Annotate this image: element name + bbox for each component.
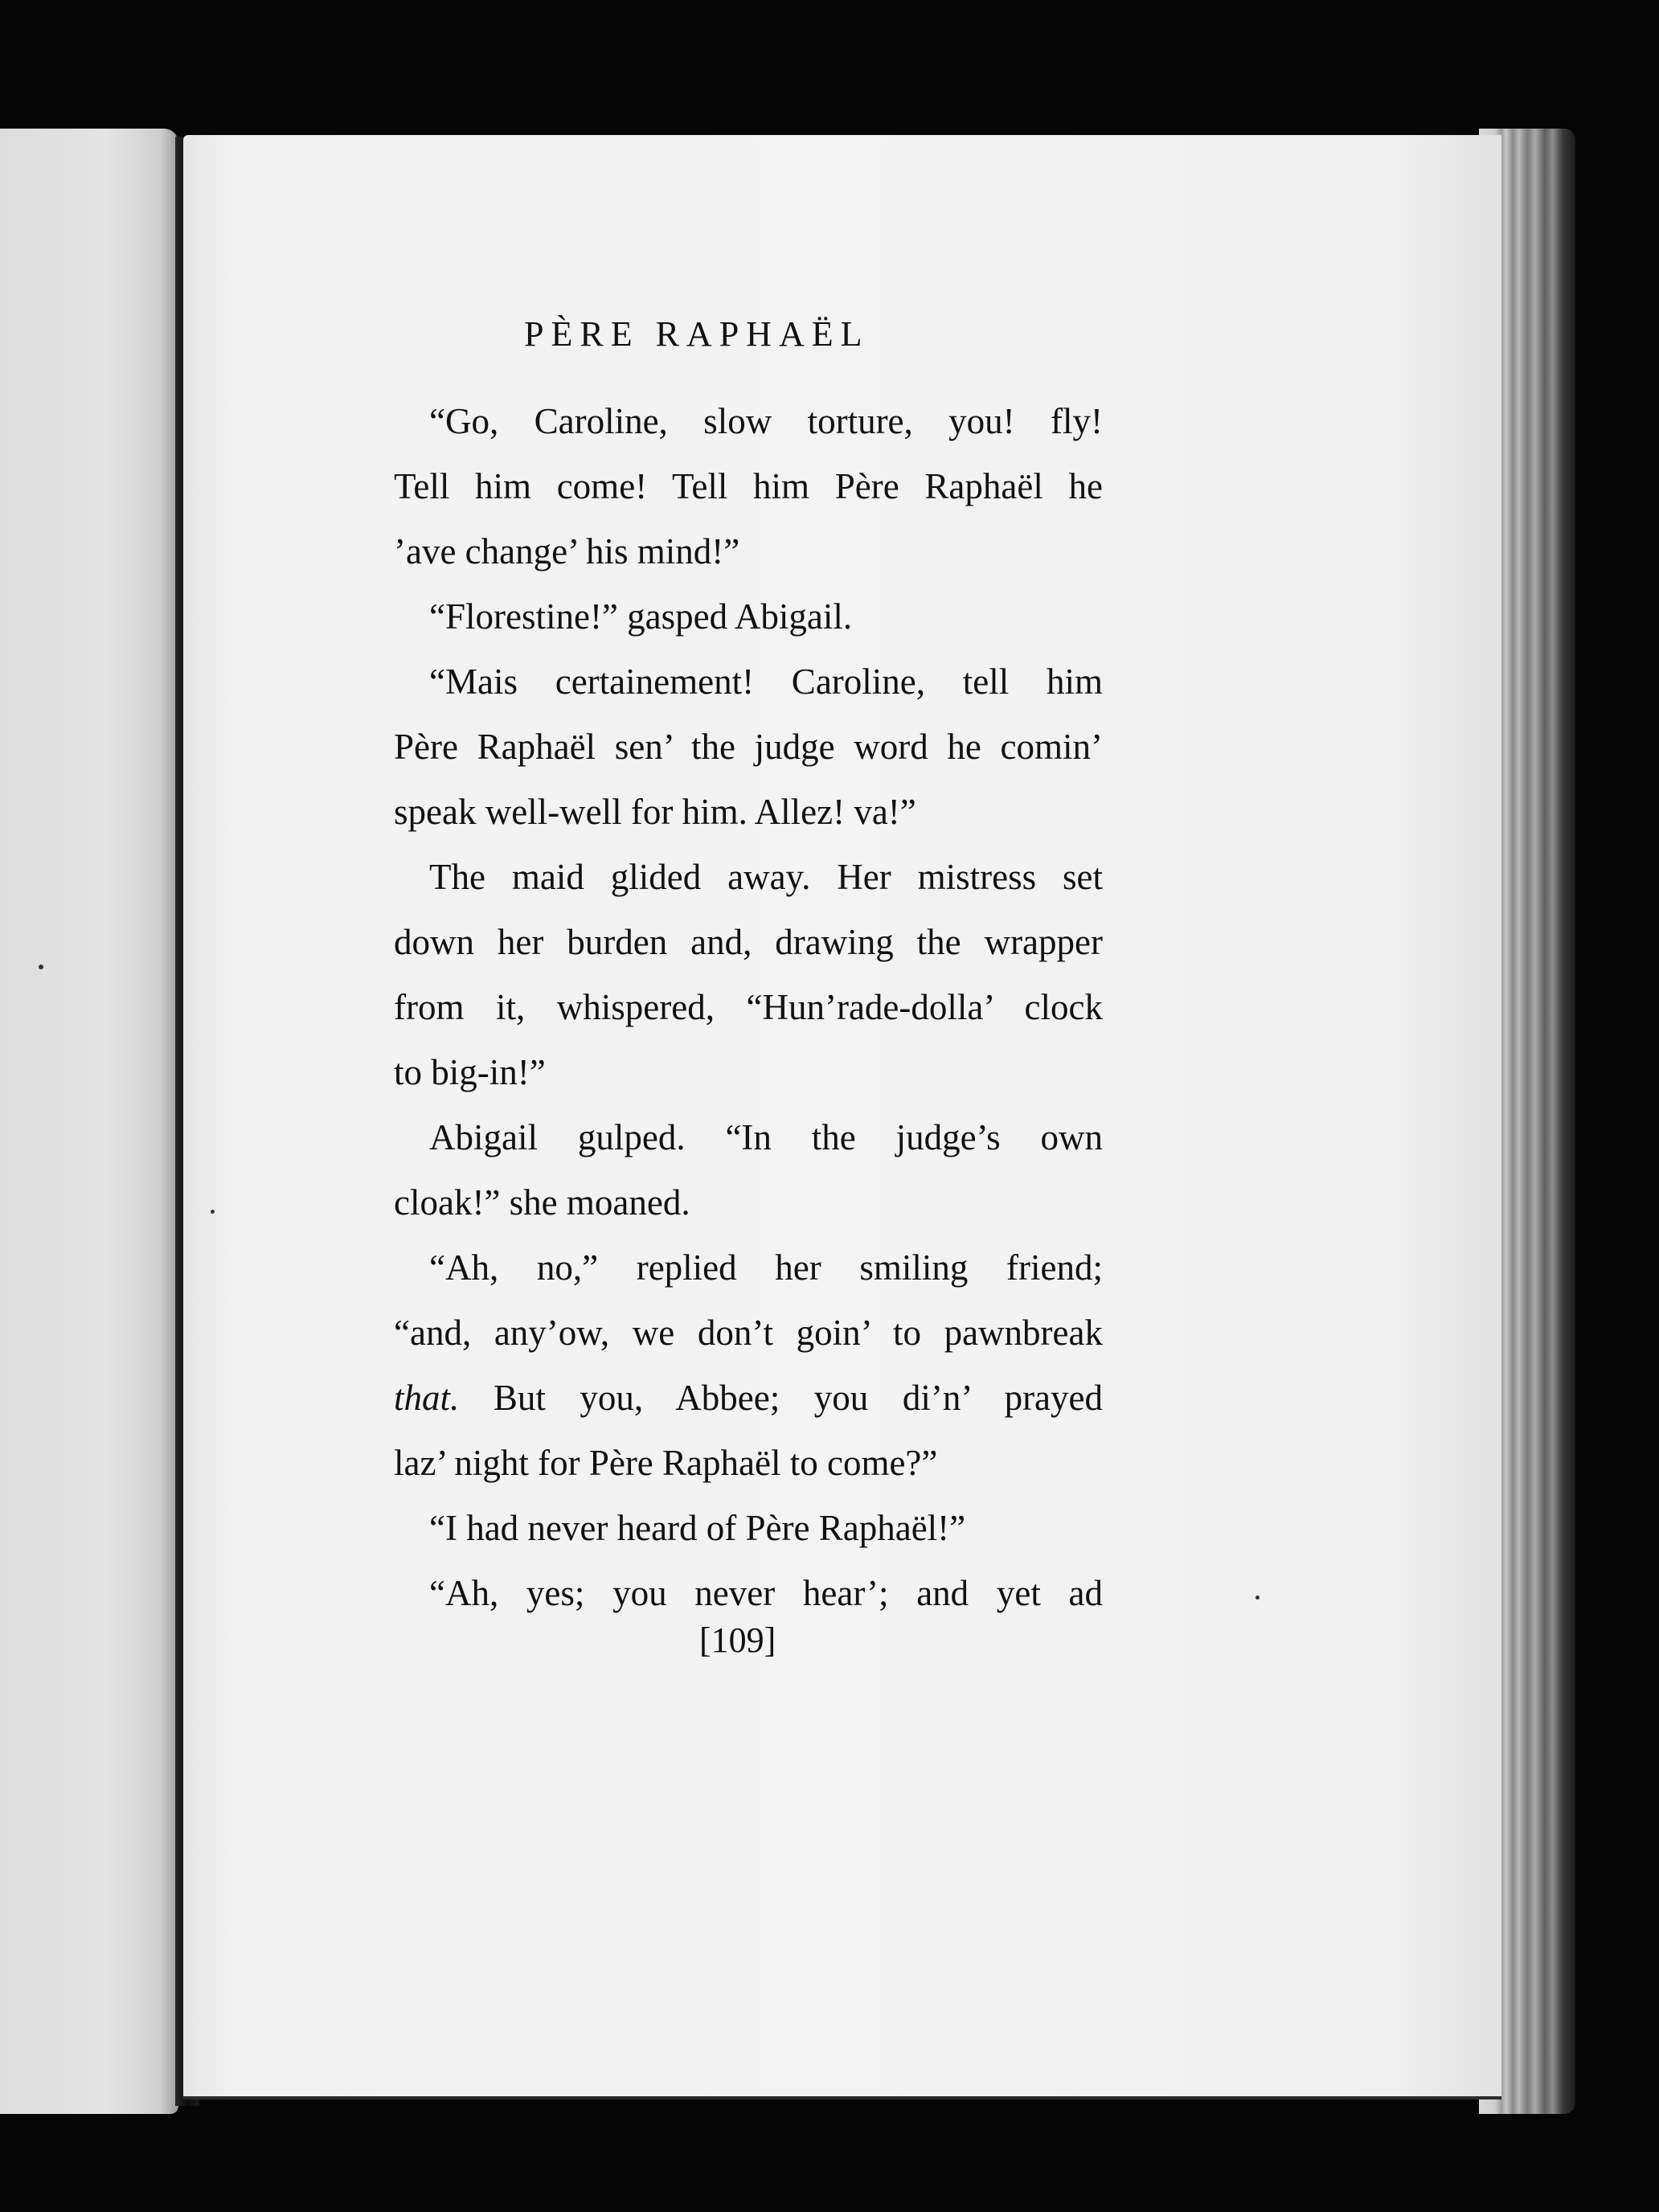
text-line: laz’ night for Père Raphaël to come?”	[394, 1443, 938, 1483]
paragraph	[394, 389, 1103, 584]
text-line: “Ah, no,” replied her smiling friend;	[429, 1247, 1103, 1288]
text-line: “I had never heard of Père Raphaël!”	[429, 1508, 966, 1548]
text-line: ’ave change’ his mind!”	[394, 531, 740, 571]
text-line: Abigail gulped. “In the judge’s own	[429, 1117, 1103, 1157]
page-number: [109]	[699, 1620, 776, 1660]
text-run: But you, Abbee; you di’n’ prayed	[459, 1378, 1103, 1418]
italic-word: that.	[394, 1378, 460, 1418]
running-head: PÈRE RAPHAËL	[524, 314, 870, 354]
paragraph	[394, 1496, 1103, 1561]
text-line: Tell him come! Tell him Père Raphaël he	[394, 466, 1103, 506]
paragraph	[394, 584, 1103, 649]
text-line: down her burden and, drawing the wrapper	[394, 922, 1103, 962]
text-line: “Go, Caroline, slow torture, you! fly!	[429, 401, 1103, 441]
facing-page	[0, 129, 178, 2114]
paragraph	[394, 845, 1103, 1105]
text-line: speak well-well for him. Allez! va!”	[394, 792, 916, 832]
dust-speck	[1256, 1596, 1260, 1600]
paragraph	[394, 649, 1103, 845]
text-line: “Florestine!” gasped Abigail.	[429, 596, 853, 637]
dust-speck	[211, 1210, 215, 1214]
text-line: to big-in!”	[394, 1052, 546, 1092]
text-line-with-italic	[394, 1366, 1103, 1431]
paragraph	[394, 1105, 1103, 1235]
text-line: “Ah, yes; you never hear’; and yet ad	[429, 1573, 1103, 1613]
paragraph	[394, 1561, 1103, 1626]
text-line: cloak!” she moaned.	[394, 1182, 690, 1223]
page-body	[394, 389, 1103, 1626]
text-line: from it, whispered, “Hun’rade-dolla’ clock	[394, 987, 1103, 1027]
text-line: “and, any’ow, we don’t goin’ to pawnbreak	[394, 1313, 1103, 1353]
text-line: The maid glided away. Her mistress set	[429, 857, 1103, 897]
text-line: Père Raphaël sen’ the judge word he comin’	[394, 727, 1103, 767]
dust-speck	[39, 965, 43, 969]
paragraph	[394, 1235, 1103, 1496]
text-line: “Mais certainement! Caroline, tell him	[429, 662, 1103, 702]
